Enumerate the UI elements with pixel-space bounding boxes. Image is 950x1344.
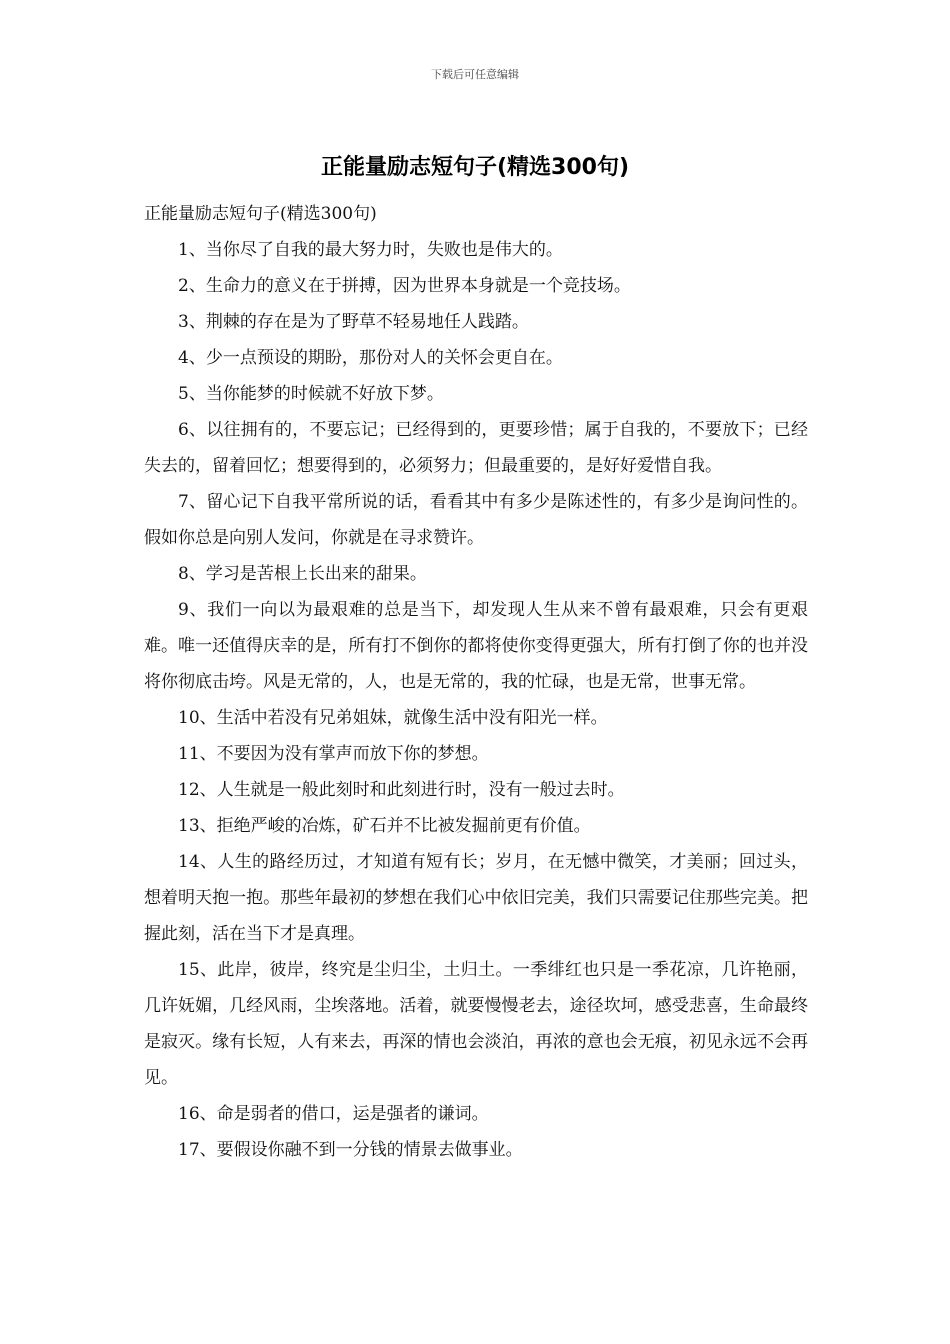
quote-item: 2、生命力的意义在于拼搏，因为世界本身就是一个竞技场。 xyxy=(178,276,631,296)
quote-item: 17、要假设你融不到一分钱的情景去做事业。 xyxy=(178,1140,523,1160)
quote-item: 13、拒绝严峻的冶炼，矿石并不比被发掘前更有价值。 xyxy=(178,816,591,836)
quote-item: 14、人生的路经历过，才知道有短有长；岁月，在无憾中微笑，才美丽；回过头，想着明天抱一抱。那些年最初的梦想在我们心中依旧完美，我们只需要记住那些完美。把握此刻，活在当下才是真理。 xyxy=(144,852,808,944)
quote-item: 12、人生就是一般此刻时和此刻进行时，没有一般过去时。 xyxy=(178,780,625,800)
document-body xyxy=(144,196,808,1168)
quote-item: 9、我们一向以为最艰难的总是当下，却发现人生从来不曾有最艰难，只会有更艰难。唯一还值得庆幸的是，所有打不倒你的都将使你变得更强大，所有打倒了你的也并没将你彻底击垮。风是无常的，人，也是无常的，我的忙碌，也是无常，世事无常。 xyxy=(144,600,808,692)
document-title: 正能量励志短句子(精选300句) xyxy=(320,155,630,180)
quote-item: 6、以往拥有的，不要忘记；已经得到的，更要珍惜；属于自我的，不要放下；已经失去的，留着回忆；想要得到的，必须努力；但最重要的，是好好爱惜自我。 xyxy=(144,420,808,476)
quote-item: 5、当你能梦的时候就不好放下梦。 xyxy=(178,384,444,404)
quote-item: 3、荆棘的存在是为了野草不轻易地任人践踏。 xyxy=(178,312,529,332)
quote-item: 7、留心记下自我平常所说的话，看看其中有多少是陈述性的，有多少是询问性的。假如你总是向别人发问，你就是在寻求赞许。 xyxy=(144,492,808,548)
quote-item: 8、学习是苦根上长出来的甜果。 xyxy=(178,564,427,584)
quote-item: 15、此岸，彼岸，终究是尘归尘，土归土。一季绯红也只是一季花凉，几许艳丽，几许妩媚，几经风雨，尘埃落地。活着，就要慢慢老去，途径坎坷，感受悲喜，生命最终是寂灭。缘有长短，人有来去，再深的情也会淡泊，再浓的意也会无痕，初见永远不会再见。 xyxy=(144,960,808,1088)
page-header: 下载后可任意编辑 xyxy=(431,68,519,81)
quote-item: 10、生活中若没有兄弟姐妹，就像生活中没有阳光一样。 xyxy=(178,708,608,728)
quote-item: 16、命是弱者的借口，运是强者的谦词。 xyxy=(178,1104,489,1124)
quote-item: 1、当你尽了自我的最大努力时，失败也是伟大的。 xyxy=(178,240,563,260)
intro-line: 正能量励志短句子(精选300句) xyxy=(144,204,377,224)
quote-item: 4、少一点预设的期盼，那份对人的关怀会更自在。 xyxy=(178,348,563,368)
quote-item: 11、不要因为没有掌声而放下你的梦想。 xyxy=(178,744,489,764)
